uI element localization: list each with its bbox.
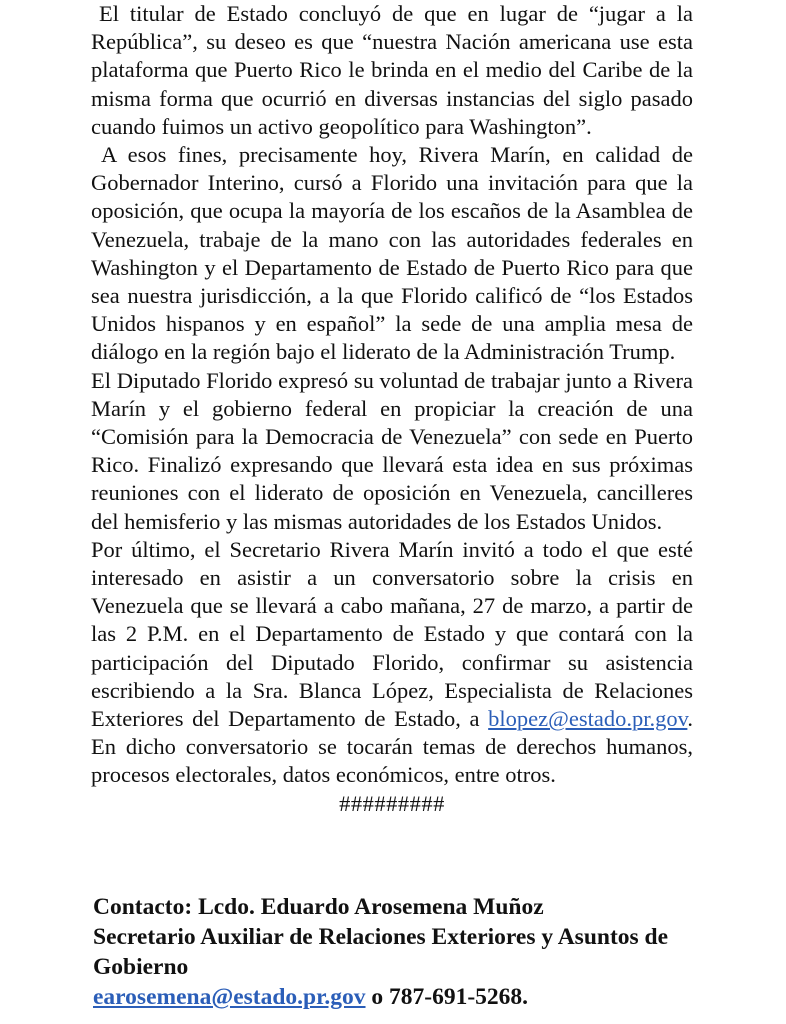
paragraph-4-text-before-link: Por último, el Secretario Rivera Marín invitó a todo el que esté interesado en asistir a un conversatorio sobre la crisis en Venezuela que se llevará a cabo mañana, 27 de marzo, a partir de las 2 P.M. en el Departamento de Estado y que contará con la participación del Diputado Florido, confirmar su asistencia escribiendo a la Sra. Blanca López, Especialista de Relaciones Exteriores del Departamento de Estado, a bbox=[91, 536, 693, 732]
contact-block bbox=[93, 892, 703, 1012]
contact-title: Secretario Auxiliar de Relaciones Exteriores y Asuntos de Gobierno bbox=[93, 924, 669, 980]
contact-email-phone-line bbox=[93, 982, 703, 1012]
contact-name: Contacto: Lcdo. Eduardo Arosemena Muñoz bbox=[93, 894, 544, 920]
paragraph-4-text-after-link: . En dicho conversatorio se tocarán temas de derechos humanos, procesos electorales, datos económicos, entre otros. bbox=[91, 706, 693, 788]
paragraph-3: El Diputado Florido expresó su voluntad de trabajar junto a Rivera Marín y el gobierno federal en propiciar la creación de una “Comisión para la Democracia de Venezuela” con sede en Puerto Rico. Finalizó expresando que llevará esta idea en sus próximas reuniones con el liderato de oposición en Venezuela, cancilleres del hemisferio y las mismas autoridades de los Estados Unidos. bbox=[91, 367, 693, 534]
document-body bbox=[91, 0, 693, 818]
end-separator: ######### bbox=[339, 790, 445, 816]
contact-phone: o 787-691-5268. bbox=[365, 984, 529, 1010]
paragraph-2: A esos fines, precisamente hoy, Rivera Marín, en calidad de Gobernador Interino, cursó a Florido una invitación para que la oposición, que ocupa la mayoría de los escaños de la Asamblea de Venezuela, trabaje de la mano con las autoridades federales en Washington y el Departamento de Estado de Puerto Rico para que sea nuestra jurisdicción, a la que Florido calificó de “los Estados Unidos hispanos y en español” la sede de una amplia mesa de diálogo en la región bajo el liderato de la Administración Trump. bbox=[91, 142, 693, 365]
paragraph-4 bbox=[91, 536, 693, 790]
earosemena-email-link[interactable]: earosemena@estado.pr.gov bbox=[93, 984, 366, 1010]
blopez-email-link[interactable]: blopez@estado.pr.gov bbox=[488, 706, 688, 732]
paragraph-1: El titular de Estado concluyó de que en lugar de “jugar a la República”, su deseo es que “nuestra Nación americana use esta plataforma que Puerto Rico le brinda en el medio del Caribe de la misma forma que ocurrió en diversas instancias del siglo pasado cuando fuimos un activo geopolítico para Washington”. bbox=[91, 1, 693, 139]
